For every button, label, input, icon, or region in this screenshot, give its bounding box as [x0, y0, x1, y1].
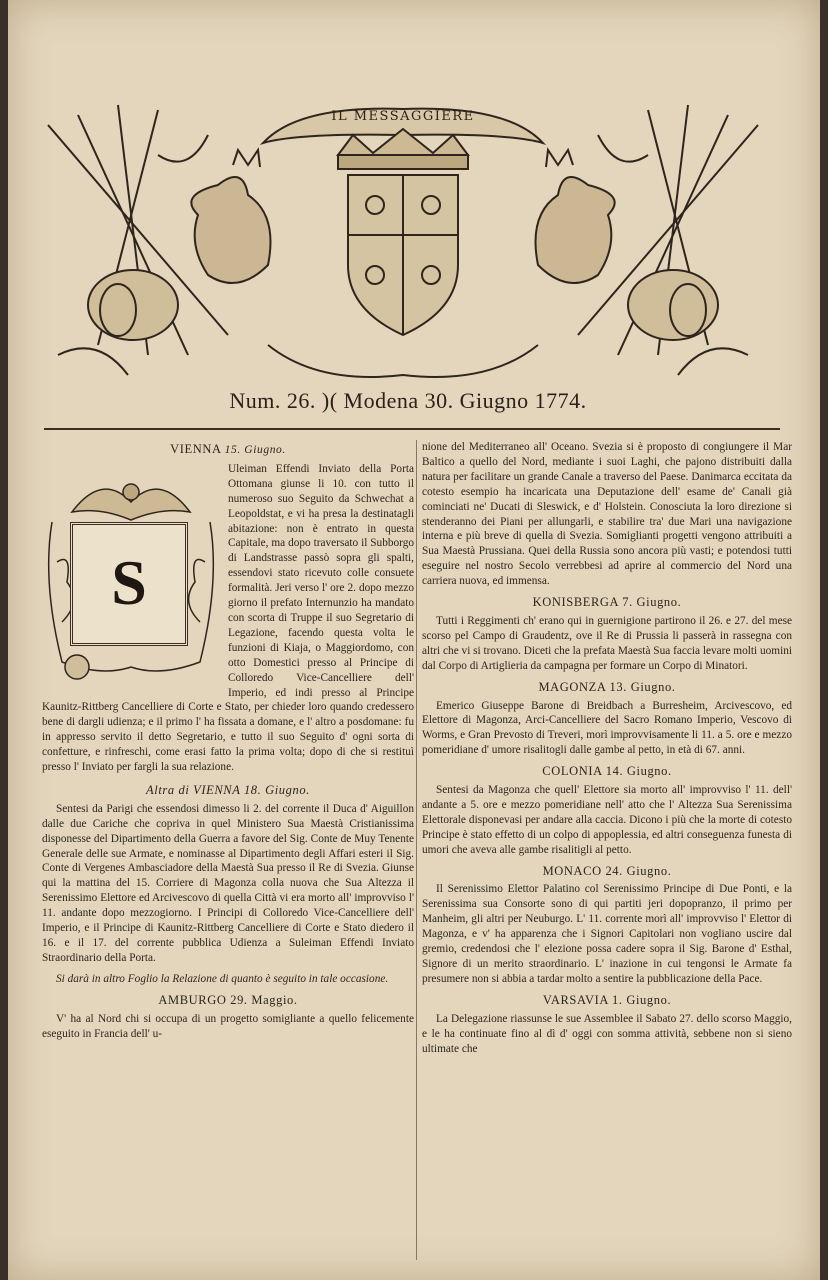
dateline-magonza: MAGONZA 13. Giugno.: [538, 679, 676, 694]
article-magonza-body: Emerico Giuseppe Barone di Breidbach a Burresheim, Arcivescovo, ed Elettore di Magonza, Arci-Cancelliere del Sacro Romano Imperio, Vescovo di Worms, e Gran Prevosto di Treveri, morì improvvisamente li 11. a 5. ore e mezzo pomeridiane d' umore risalitogli dalle gambe al petto, in età di 67. anni.: [422, 699, 792, 757]
article-colonia-body: Sentesi da Magonza che quell' Elettore sia morto all' improvviso l' 11. dell' andante a 5. ore e mezzo pomeridiane nell' atto che l' Altezza Sua Serenissima Elettorale disponevasi per andare alla caccia. Dicono i più che la morte di cotesto Principe è stato effetto di un colpo di appoplessia, ed altri conseguenza funesta di umori che aveva alle gambe risalitigli al petto.: [422, 784, 792, 856]
title-separator: )(: [321, 388, 338, 413]
dateline-konisberga: KONISBERGA 7. Giugno.: [532, 595, 682, 610]
city-vienna: VIENNA: [170, 442, 221, 456]
dateline-vienna: [42, 442, 414, 458]
article-amburgo-continued: nione del Mediterraneo all' Oceano. Svezia si è proposto di congiungere il Mar Baltico a quello del Nord, mediante i suoi Laghi, che pajono distribuiti dalla natura per facilitare un grande Canale a traverso del Paese. Danimarca eccitata da cotesto esempio ha incaricata una Deputazione dell' esame de' Canali già cominciati ne' Ducati di Sleswick, e d' Holstein. Conosciuta la loro direzione si stenderanno dei Piani per allungarli, e stabilire tra' due Mari una navigazione interna e più breve di quella di Svezia. Somiglianti progetti vengono attribuiti a Sua Maestà Prussiana. Quei della Russia sono ancora più vasti; e potendosi tutti eseguire nel nostro Secolo verrebbesi ad aprire al commercio del Nord una carriera nuova, ed immensa.: [422, 441, 792, 588]
issue-number: Num. 26.: [229, 388, 316, 413]
article-konisberga-body: Tutti i Reggimenti ch' erano qui in guernigione partirono il 26. e 27. del mese scorso pel Campo di Graudentz, ove il Re di Prussia li passerà in rassegna con altri che vi si trovano. Diceti che la prefata Maestà Sua faccia levare molti uomini dal Corpo di Artiglieria da campagna per formare un Corpo di Minatori.: [422, 614, 792, 672]
right-column: [422, 440, 792, 1062]
issue-date: Modena 30. Giugno 1774.: [343, 388, 587, 413]
article-amburgo-body: V' ha al Nord chi si occupa di un progetto somigliante a quello felicemente eseguito in Francia dell' u-: [42, 1012, 414, 1040]
column-divider: [416, 440, 417, 1260]
article-vienna-2-note: Si darà in altro Foglio la Relazione di quanto è seguito in tale occasione.: [56, 972, 389, 985]
masthead-banner-text: IL MESSAGGIERE: [331, 109, 475, 124]
dateline-varsavia: VARSAVIA 1. Giugno.: [542, 992, 672, 1007]
dateline-colonia: COLONIA 14. Giugno.: [542, 764, 672, 779]
dropcap-ornament: [42, 462, 220, 682]
dropcap-letter: S: [70, 522, 188, 646]
dateline-monaco: MONACO 24. Giugno.: [542, 863, 672, 878]
article-vienna-body: Uleiman Effendi Inviato della Porta Ottomana giunse li 10. con tutto il numeroso suo Seguito da Schwechat a Leopoldstat, e vi ha presa la destinatagli abitazione: non è entrato in questa Capitale, ma dopo traversato il Subborgo di Landstrasse passò sopra gli spalti, essendovi stato ricevuto colle consuete formalità. Jeri verso l' ore 2. dopo mezzo giorno il prefato Internunzio ha mandato con scorta di Truppe il suo Segretario di Legazione, facendo questa volta le funzioni di Kiaja, o Maggiordomo, con otto Domestici presso al Principe di Colloredo Vice-Cancelliere dell' Imperio, ed indi presso al Principe Kaunitz-Rittberg Cancelliere di Corte e Stato, per chieder loro quando credessero bene di dargli udienza; e il primo l' ha fissata a domane, e l' altro a posdomane: fu in appresso servito il detto Segretario, e tutto il suo Seguito d' ogni sorta di confetture, e rinfreschi, come erasi fatto la prima volta; dopo di che si restituì presso l' Inviato per fargli la sua relazione.: [42, 462, 414, 774]
article-vienna-2-body: Sentesi da Parigi che essendosi dimesso li 2. del corrente il Duca d' Aiguillon dalle due Cariche che copriva in quel Ministero Sua Maestà Cristianissima disponesse del Dipartimento della Guerra a favore del Sig. Conte de Muy Tenente Generale delle sue Armate, e nominasse al Dipartimento degli Affari esteri il Sig. Conte di Vergenes Ambasciadore della Maestà Sua presso il Re di Svezia. Giunse qui la mattina del 15. Corriere di Magonza colla nuova che Sua Altezza il Serenissimo Elettore ed Arcivescovo di quella Città vi era morto all' improvviso l' 11. andante dopo mezzogiorno. I Principi di Colloredo Vice-Cancelliere dell' Imperio, e il Principe di Kaunitz-Rittberg Cancelliere di Corte e Stato diedero il 16. e il 17. del corrente pubblica Udienza a Suleiman Effendi Inviato Straordinario della Porta.: [42, 802, 414, 964]
article-varsavia-body: La Delegazione riassunse le sue Assemblee il Sabato 27. dello scorso Maggio, e le ha continuate fino al dì d' oggi con somma attività, sebbene non si sieno ultimate che: [422, 1012, 792, 1055]
issue-title: [38, 388, 778, 414]
title-rule: [44, 428, 780, 430]
article-monaco-body: Il Serenissimo Elettor Palatino col Serenissimo Principe di Due Ponti, e la Serenissima sua Consorte sono di qui partiti jeri dopopranzo, il primo per Manheim, gli altri per Neuburgo. L' 11. corrente morì all' improvviso l' Elettor di Magonza, e v' ha apparenza che i Signori Capitolari non vogliano uscire dal gremio, credendosi che l' elezione possa cadere sopra il Sig. Barone d' Esthal, Signore di un merito straordinario. L' inazione in cui tengonsi le Armate fa presumere non si abbia a tardar molto a sentire la pubblicazione della Pace.: [422, 883, 792, 985]
masthead-illustration: [38, 95, 768, 395]
newspaper-page: [8, 0, 820, 1280]
left-column: [42, 440, 414, 1047]
dateline-vienna-2: Altra di VIENNA 18. Giugno.: [146, 782, 310, 797]
dateline-amburgo: AMBURGO 29. Maggio.: [158, 992, 298, 1007]
masthead-engraving: [38, 95, 768, 395]
date-vienna: 15. Giugno.: [224, 444, 286, 456]
